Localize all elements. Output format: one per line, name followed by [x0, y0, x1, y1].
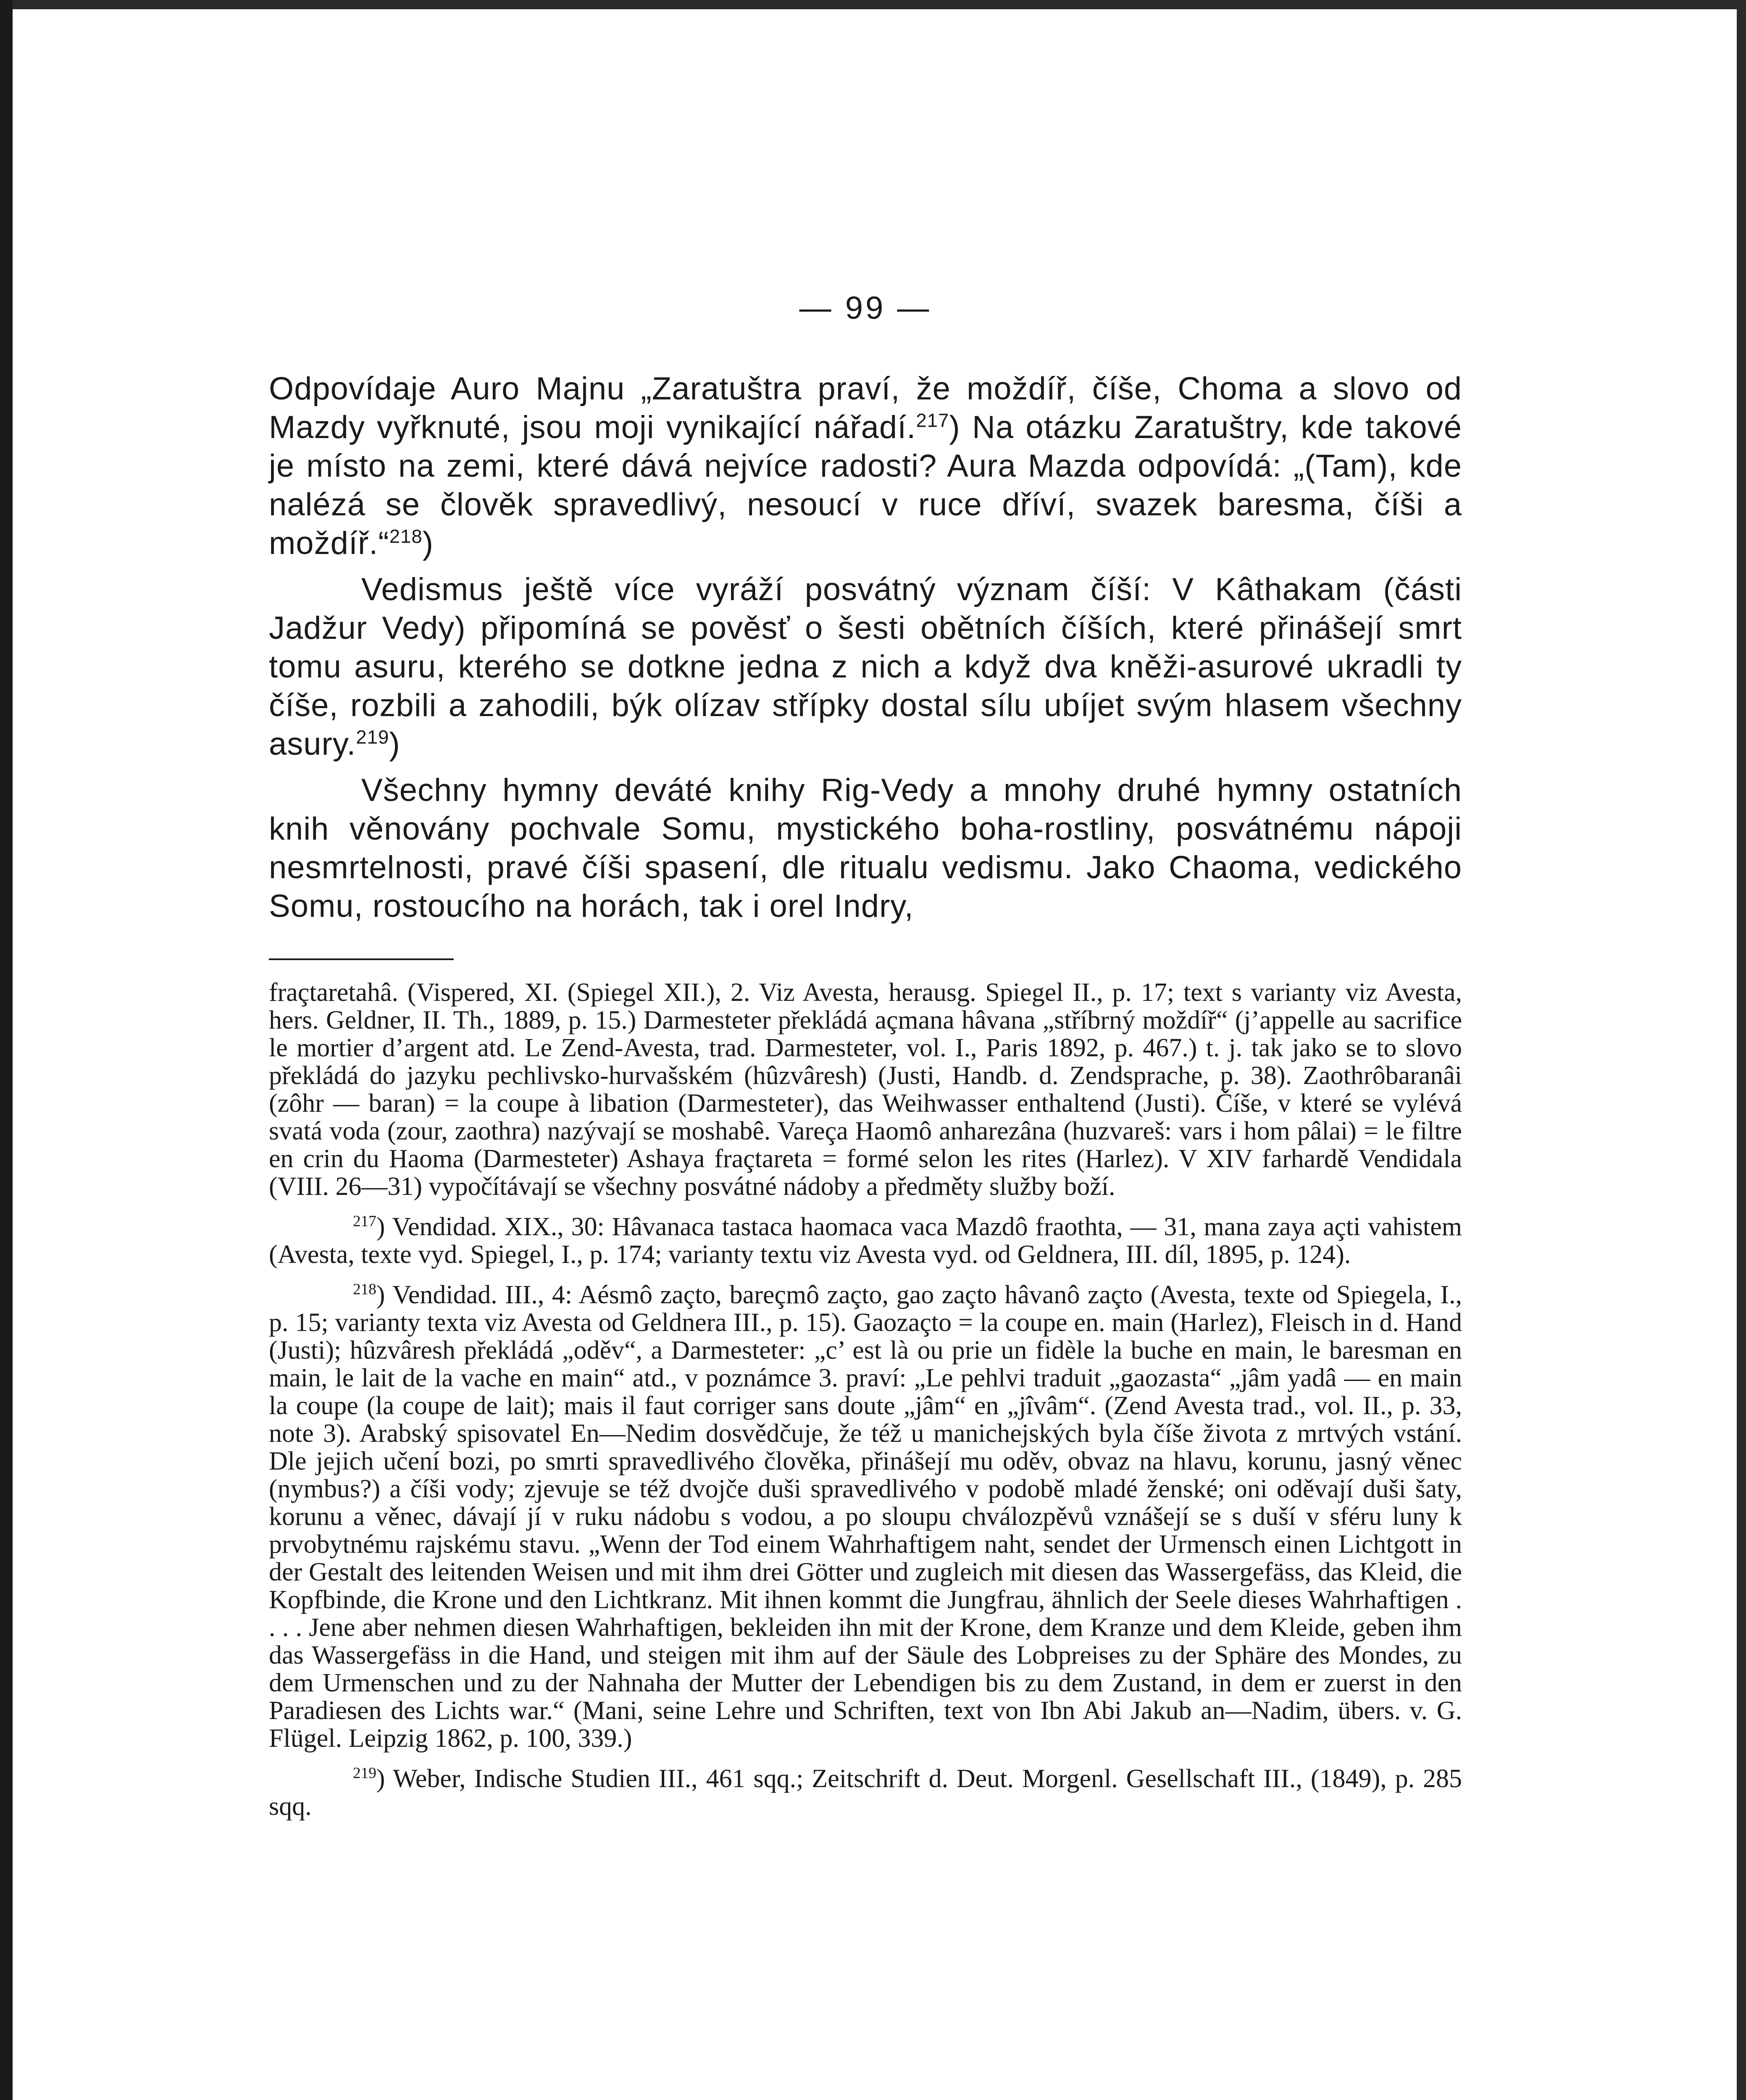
paragraph-1: Odpovídaje Auro Majnu „Zaratuštra praví, že moždíř, číše, Choma a slovo od Mazdy vyřknuté, jsou moji vynikající nářadí.$^{217}$) Na otázku Zaratuštry, kde takové je místo na zemi, které dává nejvíce radosti? Aura Mazda odpovídá: „(Tam), kde nalézá se člověk spravedlivý, nesoucí v ruce dříví, svazek baresma, číši a moždíř.“$^{218}$)	[269, 371, 1462, 561]
main-text	[269, 370, 1462, 933]
footnotes	[269, 979, 1462, 1833]
footnote-218: $^{218}$) Vendidad. III., 4: Aésmô zaçto, bareçmô zaçto, gao zaçto hâvanô zaçto (Avesta, texte od Spiegela, I., p. 15; varianty texta viz Avesta od Geldnera III., p. 15). Gaozaçto = la coupe en. main (Harlez), Fleisch in d. Hand (Justi); hûzvâresh překládá „oděv“, a Darmesteter: „c’ est là ou prie un fidèle la buche en main, le baresman en main, le lait de la vache en main“ atd., v poznámce 3. praví: „Le pehlvi traduit „gaozasta“ „jâm yadâ — en main la coupe (la coupe de lait); mais il faut corriger sans doute „jâm“ en „jîvâm“. (Zend Avesta trad., vol. II., p. 33, note 3). Arabský spisovatel En—Nedim dosvědčuje, že též u manichejských byla číše života z mrtvých vstání. Dle jejich učení bozi, po smrti spravedlivého člověka, přinášejí mu oděv, obvaz na hlavu, korunu, jasný věnec (nymbus?) a číši vody; zjevuje se též dvojče duši spravedlivého v podobě mladé ženské; oni oděvají duši šaty, korunu a věnec, dávají jí v ruku nádobu s vodou, a po sloupu chválozpěvů vznášejí se s duší v sféru luny k prvobytnému rajskému stavu. „Wenn der Tod einem Wahrhaftigem naht, sendet der Urmensch einen Lichtgott in der Gestalt des leitenden Weisen und mit ihm drei Götter und zugleich mit diesen das Wassergefäss, das Kleid, die Kopfbinde, die Krone und den Lichtkranz. Mit ihnen kommt die Jungfrau, ähnlich der Seele dieses Wahrhaftigen . . . . Jene aber nehmen diesen Wahrhaftigen, bekleiden ihn mit der Krone, dem Kranze und dem Kleide, geben ihm das Wassergefäss in die Hand, und steigen mit ihm auf der Säule des Lobpreises zu der Sphäre des Mondes, zu dem Urmenschen und zu der Nahnaha der Mutter der Lebendigen bis zu dem Zustand, in dem er zuerst in den Paradiesen des Lichts war.“ (Mani, seine Lehre und Schriften, text von Ibn Abi Jakub an—Nadim, übers. v. G. Flügel. Leipzig 1862, p. 100, 339.)	[269, 1281, 1462, 1753]
footnote-continued: fraçtaretahâ. (Vispered, XI. (Spiegel XII.), 2. Viz Avesta, herausg. Spiegel II., p. 17; text s varianty viz Avesta, hers. Geldner, II. Th., 1889, p. 15.) Darmesteter překládá açmana hâvana „stříbrný moždíř“ (j’appelle au sacrifice le mortier d’argent atd. Le Zend-Avesta, trad. Darmesteter, vol. I., Paris 1892, p. 467.) t. j. tak jako se to slovo překládá do jazyku pechlivsko-hurvašském (hûzvâresh) (Justi, Handb. d. Zendsprache, p. 38). Zaothrôbaranâi (zôhr — baran) = la coupe à libation (Darmesteter), das Weihwasser enthaltend (Justi). Číše, v které se vylévá svatá voda (zour, zaothra) nazývají se moshabê. Vareça Haomô anharezâna (huzvareš: vars i hom pâlai) = le filtre en crin du Haoma (Darmesteter) Ashaya fraçtareta = formé selon les rites (Harlez). V XIV farhardě Vendidala (VIII. 26—31) vypočítávají se všechny posvátné nádoby a předměty služby boží.	[269, 978, 1462, 1201]
scan-edge-right	[1737, 0, 1746, 2100]
footnote-divider	[269, 958, 454, 960]
scan-edge-left	[0, 0, 13, 2100]
paragraph-2: Vedismus ještě více vyráží posvátný význam číší: V Kâthakam (části Jadžur Vedy) připomíná se pověsť o šesti obětních číších, které přinášejí smrt tomu asuru, kterého se dotkne jedna z nich a když dva kněži-asurové ukradli ty číše, rozbili a zahodili, býk olízav střípky dostal sílu ubíjet svým hlasem všechny asury.$^{219}$)	[269, 572, 1462, 762]
page	[269, 0, 1462, 2100]
footnote-217: $^{217}$) Vendidad. XIX., 30: Hâvanaca tastaca haomaca vaca Mazdô fraothta, — 31, mana zaya açti vahistem (Avesta, texte vyd. Spiegel, I., p. 174; varianty textu viz Avesta vyd. od Geldnera, III. díl, 1895, p. 124).	[269, 1213, 1462, 1269]
footnote-ref-219: 219	[356, 726, 389, 748]
page-number: — 99 —	[799, 290, 932, 326]
footnote-219: $^{219}$) Weber, Indische Studien III., 461 sqq.; Zeitschrift d. Deut. Morgenl. Gesellschaft III., (1849), p. 285 sqq.	[269, 1764, 1462, 1821]
footnote-ref-218: 218	[389, 525, 423, 547]
paragraph-3: Všechny hymny deváté knihy Rig-Vedy a mnohy druhé hymny ostatních knih věnovány pochvale Somu, mystického boha-rostliny, posvátnému nápoji nesmrtelnosti, pravé číši spasení, dle ritualu vedismu. Jako Chaoma, vedického Somu, rostoucího na horách, tak i orel Indry,	[269, 772, 1462, 924]
footnote-ref-217: 217	[916, 410, 949, 431]
